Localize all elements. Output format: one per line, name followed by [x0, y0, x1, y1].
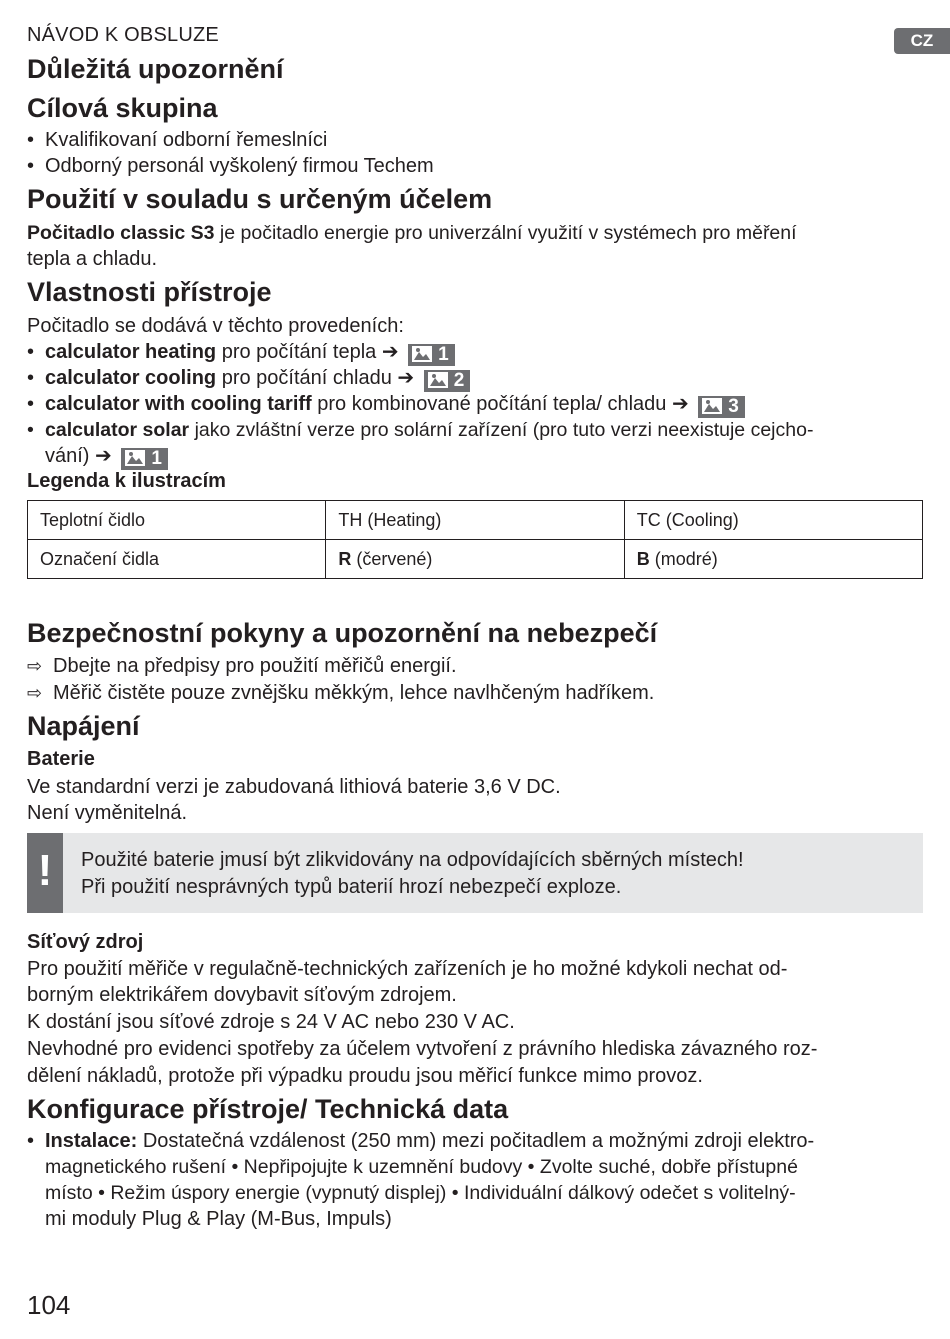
- image-icon: [428, 372, 448, 388]
- mains-line: dělení nákladů, protože při výpadku proudu jsou měřicí funkce mimo provoz.: [27, 1065, 703, 1087]
- list-item: • calculator with cooling tariff pro kombinované počítání tepla/ chladu ➔ 3: [27, 391, 745, 418]
- legend-table: [27, 500, 923, 579]
- table-row: [28, 501, 923, 540]
- figure-reference: 1: [121, 448, 168, 470]
- list-item: • calculator heating pro počítání tepla ➔ 1: [27, 339, 455, 366]
- intended-use-line-1: Počitadlo classic S3 je počitadlo energie pro univerzální využití v systémech pro měření: [27, 222, 797, 244]
- heading-config: Konfigurace přístroje/ Technická data: [27, 1094, 509, 1124]
- list-item-continuation: vání) ➔ 1: [45, 443, 168, 470]
- warning-line: Použité baterie jmusí být zlikvidovány na odpovídajících sběrných místech!: [81, 849, 744, 871]
- figure-reference: 3: [698, 396, 745, 418]
- hollow-arrow-icon: ⇨: [27, 683, 43, 703]
- language-badge: CZ: [894, 28, 950, 54]
- image-icon: [702, 398, 722, 414]
- intended-use-line-2: tepla a chladu.: [27, 248, 158, 270]
- table-cell: TH (Heating): [326, 501, 624, 540]
- heading-important: Důležitá upozornění: [27, 54, 284, 84]
- table-row: [28, 540, 923, 579]
- list-item: • calculator solar jako zvláštní verze pro solární zařízení (pro tuto verzi neexistuje cejcho-: [27, 417, 813, 443]
- table-cell: B (modré): [624, 540, 922, 579]
- arrow-icon: ➔: [95, 445, 112, 467]
- arrow-icon: ➔: [397, 367, 415, 389]
- arrow-icon: ➔: [381, 341, 399, 363]
- properties-intro: Počitadlo se dodává v těchto provedeních:: [27, 315, 404, 337]
- hollow-arrow-icon: ⇨: [27, 656, 43, 676]
- mains-title: Síťový zdroj: [27, 931, 144, 953]
- mains-line: Pro použití měřiče v regulačně-technických zařízeních je ho možné kdykoli nechat od-: [27, 958, 788, 980]
- heading-intended-use: Použití v souladu s určeným účelem: [27, 184, 493, 214]
- warning-line: Při použití nesprávných typů baterií hrozí nebezpečí exploze.: [81, 876, 622, 898]
- table-cell: Teplotní čidlo: [28, 501, 326, 540]
- image-icon: [125, 450, 145, 466]
- battery-line: Ve standardní verzi je zabudovaná lithiová baterie 3,6 V DC.: [27, 776, 561, 798]
- list-item: • Odborný personál vyškolený firmou Techem: [27, 153, 434, 179]
- table-cell: R (červené): [326, 540, 624, 579]
- heading-properties: Vlastnosti přístroje: [27, 277, 272, 307]
- list-item: • Kvalifikovaní odborní řemeslníci: [27, 127, 327, 153]
- mains-line: Nevhodné pro evidenci spotřeby za účelem vytvoření z právního hlediska závazného roz-: [27, 1038, 818, 1060]
- legend-title: Legenda k ilustracím: [27, 470, 226, 492]
- list-item: • Instalace: Dostatečná vzdálenost (250 mm) mezi počitadlem a možnými zdroji elektro-: [27, 1128, 814, 1154]
- battery-line: Není vyměnitelná.: [27, 802, 188, 824]
- heading-power: Napájení: [27, 711, 140, 741]
- figure-reference: 2: [424, 370, 471, 392]
- mains-line: borným elektrikářem dovybavit síťovým zdrojem.: [27, 984, 457, 1006]
- warning-icon: !: [27, 833, 63, 913]
- image-icon: [412, 346, 432, 362]
- warning-box: [27, 833, 923, 913]
- table-cell: Označení čidla: [28, 540, 326, 579]
- heading-target-group: Cílová skupina: [27, 93, 218, 123]
- page-number: 104: [27, 1290, 71, 1320]
- list-item: ⇨ Dbejte na předpisy pro použití měřičů energií.: [27, 655, 457, 677]
- figure-reference: 1: [408, 344, 455, 366]
- table-cell: TC (Cooling): [624, 501, 922, 540]
- list-item: • calculator cooling pro počítání chladu ➔ 2: [27, 365, 470, 392]
- list-item-continuation: místo • Režim úspory energie (vypnutý displej) • Individuální dálkový odečet s volitelný-: [45, 1182, 796, 1204]
- heading-safety: Bezpečnostní pokyny a upozornění na nebezpečí: [27, 618, 658, 648]
- mains-line: K dostání jsou síťové zdroje s 24 V AC nebo 230 V AC.: [27, 1011, 515, 1033]
- battery-title: Baterie: [27, 748, 95, 770]
- arrow-icon: ➔: [671, 393, 689, 415]
- list-item-continuation: magnetického rušení • Nepřipojujte k uzemnění budovy • Zvolte suché, dobře přístupné: [45, 1156, 798, 1178]
- list-item-continuation: mi moduly Plug & Play (M-Bus, Impuls): [45, 1208, 392, 1230]
- header-label: NÁVOD K OBSLUZE: [27, 24, 219, 46]
- list-item: ⇨ Měřič čistěte pouze zvnějšku měkkým, lehce navlhčeným hadříkem.: [27, 682, 655, 704]
